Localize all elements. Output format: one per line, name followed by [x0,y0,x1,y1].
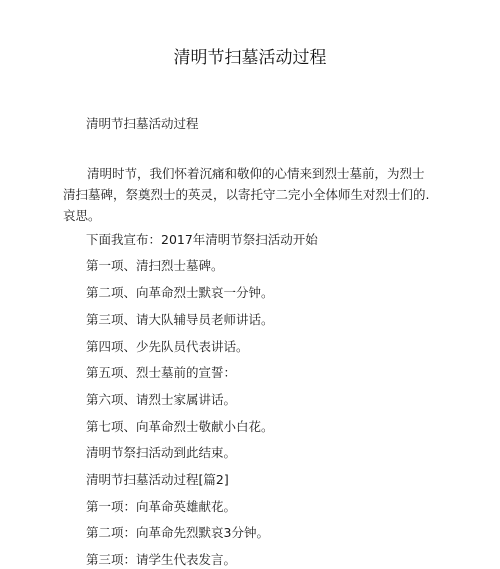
body-line: 第一项：向革命英雄献花。 [86,499,237,514]
section-heading-2: 清明节扫墓活动过程[篇2] [86,472,229,487]
body-line: 第二项：向革命先烈默哀3分钟。 [86,525,269,540]
body-line: 第三项、请大队辅导员老师讲话。 [86,312,274,327]
body-line: 第二项、向革命烈士默哀一分钟。 [86,285,274,300]
body-line: 第六项、请烈士家属讲话。 [86,392,237,407]
body-line: 第七项、向革命烈士敬献小白花。 [86,419,274,434]
body-line: 第一项、清扫烈士墓碑。 [86,258,224,273]
section-title: 清明节扫墓活动过程 [86,116,199,131]
body-line: 下面我宣布：2017年清明节祭扫活动开始 [86,232,318,247]
body-line: 第三项：请学生代表发言。 [86,552,237,567]
document-title: 清明节扫墓活动过程 [173,48,327,68]
body-line: 第四项、少先队员代表讲话。 [86,339,249,354]
intro-paragraph: 清明时节，我们怀着沉痛和敬仰的心情来到烈士墓前，为烈士清扫墓碑，祭奠烈士的英灵，以寄托守二完小全体师生对烈士们的. 哀思。 [63,166,430,223]
body-line: 第五项、烈士墓前的宣誓： [86,365,237,380]
body-line: 清明节祭扫活动到此结束。 [86,445,237,460]
